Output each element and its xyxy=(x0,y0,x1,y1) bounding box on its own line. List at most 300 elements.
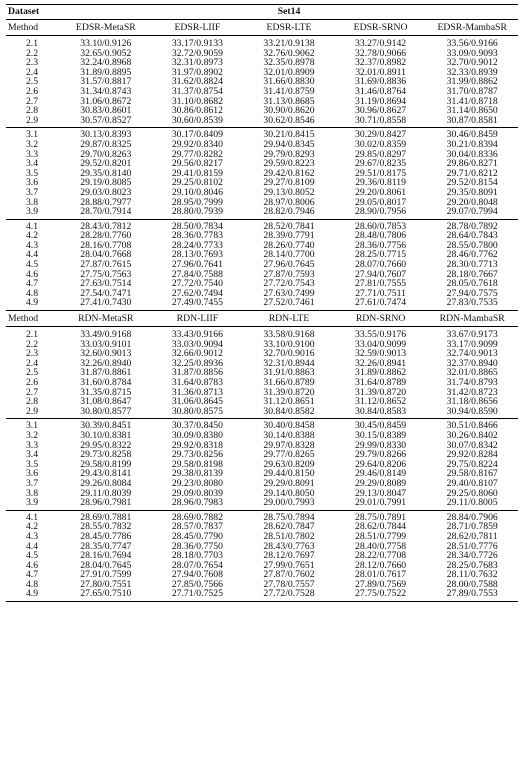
result-cell: 29.95/0.8322 xyxy=(80,440,132,451)
result-cell: 28.62/0.7844 xyxy=(355,522,407,532)
result-cell: 27.41/0.7430 xyxy=(80,298,132,309)
result-cell: 29.14/0.8050 xyxy=(263,488,315,499)
scale-cell: 3.5 xyxy=(25,459,39,470)
result-cell: 28.14/0.7700 xyxy=(263,250,315,261)
result-cell: 27.91/0.7599 xyxy=(80,570,132,580)
table-row xyxy=(6,419,518,431)
scale-cell: 2.2 xyxy=(25,48,39,59)
result-cell: 30.71/0.8558 xyxy=(355,115,407,126)
result-cell: 29.20/0.8061 xyxy=(355,187,407,198)
scale-cell: 2.8 xyxy=(25,106,39,116)
best-result-cell: 30.46/0.8459 xyxy=(426,128,518,140)
result-cell: 33.17/0.9133 xyxy=(171,38,223,49)
results-table xyxy=(6,4,518,602)
result-cell: 27.61/0.7474 xyxy=(355,298,407,309)
result-cell: 30.80/0.8577 xyxy=(80,406,132,417)
result-cell: 29.67/0.8235 xyxy=(355,159,407,169)
table-row xyxy=(6,368,518,378)
best-result-cell: 31.41/0.8718 xyxy=(446,96,498,107)
result-cell: 30.02/0.8359 xyxy=(355,139,407,150)
dataset-label: Dataset xyxy=(6,5,60,20)
result-cell: 27.62/0.7494 xyxy=(171,288,223,299)
result-cell: 30.60/0.8539 xyxy=(171,115,223,126)
result-cell: 31.39/0.8720 xyxy=(355,387,407,398)
table-row xyxy=(6,241,518,251)
result-cell: 31.66/0.8830 xyxy=(263,77,315,87)
best-result-cell: 31.18/0.8656 xyxy=(446,397,498,407)
best-result-cell: 29.07/0.7994 xyxy=(446,207,498,218)
best-result-cell: 27.94/0.7575 xyxy=(446,288,498,299)
result-cell: 29.73/0.8258 xyxy=(80,450,132,460)
result-cell: 28.43/0.7812 xyxy=(60,219,152,231)
result-cell: 29.56/0.8217 xyxy=(171,159,223,169)
table-row xyxy=(6,68,518,78)
result-cell: 29.38/0.8139 xyxy=(171,469,223,479)
scale-cell: 4.8 xyxy=(25,288,39,299)
result-cell: 32.70/0.9016 xyxy=(263,349,315,359)
method-label: Method xyxy=(6,311,60,327)
best-result-cell: 32.74/0.9013 xyxy=(446,349,498,359)
best-result-cell: 27.83/0.7535 xyxy=(446,298,498,309)
scale-cell: 4.6 xyxy=(25,560,39,571)
result-cell: 30.84/0.8583 xyxy=(355,406,407,417)
result-cell: 27.80/0.7551 xyxy=(80,579,132,590)
result-cell: 29.13/0.8052 xyxy=(263,187,315,198)
best-result-cell: 29.40/0.8107 xyxy=(446,478,498,489)
result-cell: 28.36/0.7756 xyxy=(355,240,407,251)
result-cell: 30.40/0.8458 xyxy=(243,419,335,431)
result-cell: 30.84/0.8582 xyxy=(263,406,315,417)
best-result-cell: 28.25/0.7683 xyxy=(446,560,498,571)
result-cell: 28.12/0.7660 xyxy=(355,560,407,571)
table-row xyxy=(6,388,518,398)
result-cell: 28.26/0.7740 xyxy=(263,240,315,251)
result-cell: 27.65/0.7510 xyxy=(60,589,152,601)
result-cell: 31.13/0.8685 xyxy=(263,96,315,107)
best-result-cell: 29.52/0.8154 xyxy=(446,178,498,188)
result-cell: 33.58/0.9168 xyxy=(263,329,315,340)
scale-cell: 3.6 xyxy=(25,469,39,479)
table-row xyxy=(6,231,518,241)
result-cell: 27.87/0.7615 xyxy=(80,260,132,270)
result-cell: 27.72/0.7540 xyxy=(171,279,223,289)
scale-cell: 2.4 xyxy=(25,67,39,78)
table-row xyxy=(6,298,518,310)
method-header-row xyxy=(6,311,518,327)
scale-cell: 4.6 xyxy=(25,269,39,280)
scale-cell: 4.4 xyxy=(25,250,39,261)
result-cell: 27.96/0.7645 xyxy=(263,260,315,270)
best-result-cell: 29.71/0.8212 xyxy=(446,168,498,179)
result-cell: 32.26/0.8941 xyxy=(355,358,407,369)
result-cell: 29.05/0.8017 xyxy=(355,197,407,208)
result-cell: 30.57/0.8527 xyxy=(80,115,132,126)
result-cell: 28.13/0.7693 xyxy=(171,250,223,261)
result-cell: 28.22/0.7708 xyxy=(355,551,407,561)
result-cell: 28.82/0.7946 xyxy=(263,207,315,218)
scale-cell: 2.2 xyxy=(25,339,39,350)
method-column-header: RDN-MambaSR xyxy=(426,311,518,327)
result-cell: 30.96/0.8627 xyxy=(355,106,407,116)
scale-cell: 2.1 xyxy=(25,329,39,340)
result-cell: 30.39/0.8451 xyxy=(60,419,152,431)
result-cell: 27.87/0.7602 xyxy=(263,570,315,580)
best-result-cell: 32.37/0.8940 xyxy=(446,358,498,369)
scale-cell: 2.3 xyxy=(25,58,39,68)
result-cell: 32.37/0.8982 xyxy=(355,58,407,68)
method-column-header: EDSR-LIIF xyxy=(152,20,244,36)
best-result-cell: 27.89/0.7553 xyxy=(426,589,518,601)
table-row xyxy=(6,58,518,68)
result-cell: 28.28/0.7760 xyxy=(80,231,132,241)
result-cell: 33.21/0.9138 xyxy=(263,38,315,49)
table-row xyxy=(6,270,518,280)
result-cell: 27.52/0.7461 xyxy=(263,298,315,309)
scale-cell: 3.6 xyxy=(25,178,39,188)
table-row xyxy=(6,397,518,407)
result-cell: 29.58/0.8199 xyxy=(80,459,132,470)
best-result-cell: 32.70/0.9012 xyxy=(446,58,498,68)
result-cell: 27.81/0.7555 xyxy=(355,279,407,289)
result-cell: 31.35/0.8715 xyxy=(80,387,132,398)
scale-cell: 3.1 xyxy=(6,128,60,140)
scale-cell: 2.4 xyxy=(25,358,39,369)
table-row xyxy=(6,289,518,299)
result-cell: 31.12/0.8652 xyxy=(355,397,407,407)
result-cell: 29.87/0.8325 xyxy=(80,139,132,150)
result-cell: 30.17/0.8409 xyxy=(152,128,244,140)
table-row xyxy=(6,178,518,188)
table-row xyxy=(6,219,518,231)
scale-cell: 4.3 xyxy=(25,240,39,251)
best-result-cell: 29.20/0.8048 xyxy=(446,197,498,208)
method-column-header: EDSR-MetaSR xyxy=(60,20,152,36)
result-cell: 28.60/0.7853 xyxy=(335,219,427,231)
result-cell: 28.36/0.7750 xyxy=(171,541,223,552)
result-cell: 33.55/0.9176 xyxy=(355,329,407,340)
result-cell: 29.44/0.8150 xyxy=(263,469,315,479)
table-row xyxy=(6,340,518,350)
result-cell: 29.23/0.8080 xyxy=(171,478,223,489)
result-cell: 33.03/0.9101 xyxy=(80,339,132,350)
result-cell: 29.42/0.8162 xyxy=(263,168,315,179)
result-cell: 29.10/0.8046 xyxy=(171,187,223,198)
scale-cell: 3.9 xyxy=(25,498,39,509)
result-cell: 31.08/0.8647 xyxy=(80,397,132,407)
result-cell: 31.62/0.8824 xyxy=(171,77,223,87)
result-cell: 28.04/0.7645 xyxy=(80,560,132,571)
dataset-name: Set14 xyxy=(60,5,518,20)
best-result-cell: 31.14/0.8650 xyxy=(446,106,498,116)
scale-cell: 3.4 xyxy=(25,159,39,169)
result-cell: 32.66/0.9012 xyxy=(171,349,223,359)
best-result-cell: 29.58/0.8167 xyxy=(446,469,498,479)
result-cell: 28.55/0.7832 xyxy=(80,522,132,532)
result-cell: 29.58/0.8198 xyxy=(171,459,223,470)
result-cell: 28.48/0.7806 xyxy=(355,231,407,241)
best-result-cell: 30.94/0.8590 xyxy=(446,406,498,417)
result-cell: 31.89/0.8862 xyxy=(355,368,407,378)
result-cell: 31.06/0.8672 xyxy=(80,96,132,107)
result-cell: 33.03/0.9094 xyxy=(171,339,223,350)
result-cell: 29.73/0.8256 xyxy=(171,450,223,460)
table-row xyxy=(6,77,518,87)
result-cell: 28.70/0.7914 xyxy=(80,207,132,218)
best-result-cell: 28.55/0.7800 xyxy=(446,240,498,251)
result-cell: 29.64/0.8206 xyxy=(355,459,407,470)
table-row xyxy=(6,169,518,179)
result-cell: 32.31/0.8973 xyxy=(171,58,223,68)
best-result-cell: 31.99/0.8862 xyxy=(446,77,498,87)
table-row xyxy=(6,140,518,150)
result-cell: 33.27/0.9142 xyxy=(355,38,407,49)
result-cell: 29.36/0.8119 xyxy=(355,178,406,188)
result-cell: 30.86/0.8612 xyxy=(171,106,223,116)
scale-cell: 3.8 xyxy=(25,488,39,499)
result-cell: 32.59/0.9013 xyxy=(355,349,407,359)
scale-cell: 3.5 xyxy=(25,168,39,179)
result-cell: 28.52/0.7841 xyxy=(243,219,335,231)
result-cell: 28.25/0.7715 xyxy=(355,250,407,261)
result-cell: 29.41/0.8159 xyxy=(171,168,223,179)
result-cell: 28.04/0.7668 xyxy=(80,250,132,261)
result-cell: 31.12/0.8651 xyxy=(263,397,315,407)
result-cell: 29.09/0.8039 xyxy=(171,488,223,499)
scale-cell: 4.7 xyxy=(25,570,39,580)
result-cell: 29.99/0.8330 xyxy=(355,440,407,451)
result-cell: 27.96/0.7641 xyxy=(171,260,223,270)
result-cell: 29.00/0.7993 xyxy=(263,498,315,509)
result-cell: 29.46/0.8149 xyxy=(355,469,407,479)
scale-cell: 4.3 xyxy=(25,531,39,542)
result-cell: 29.94/0.8345 xyxy=(263,139,315,150)
best-result-cell: 28.51/0.7776 xyxy=(446,541,498,552)
result-cell: 28.96/0.7983 xyxy=(171,498,223,509)
table-row xyxy=(6,198,518,208)
table-row xyxy=(6,250,518,260)
result-cell: 32.65/0.9052 xyxy=(80,48,132,59)
result-cell: 28.12/0.7697 xyxy=(263,551,315,561)
result-cell: 30.37/0.8450 xyxy=(152,419,244,431)
best-result-cell: 28.84/0.7906 xyxy=(426,510,518,522)
table-row xyxy=(6,97,518,107)
result-cell: 31.64/0.8789 xyxy=(355,378,407,388)
scale-cell: 4.9 xyxy=(6,589,60,601)
table-row xyxy=(6,542,518,552)
result-cell: 32.25/0.8936 xyxy=(171,358,223,369)
result-cell: 29.25/0.8102 xyxy=(171,178,223,188)
result-cell: 31.39/0.8720 xyxy=(263,387,315,398)
result-cell: 28.90/0.7956 xyxy=(355,207,407,218)
best-result-cell: 28.18/0.7667 xyxy=(446,269,498,280)
best-result-cell: 29.25/0.8060 xyxy=(446,488,498,499)
result-cell: 30.29/0.8427 xyxy=(335,128,427,140)
best-result-cell: 30.21/0.8394 xyxy=(446,139,498,150)
result-cell: 31.87/0.8861 xyxy=(80,368,132,378)
table-row xyxy=(6,498,518,510)
table-row xyxy=(6,441,518,451)
table-row xyxy=(6,551,518,561)
best-result-cell: 28.62/0.7811 xyxy=(446,531,498,542)
table-row xyxy=(6,532,518,542)
table-row xyxy=(6,489,518,499)
scale-cell: 4.9 xyxy=(25,298,39,309)
dataset-header-row xyxy=(6,5,518,20)
table-row xyxy=(6,359,518,369)
result-cell: 28.75/0.7891 xyxy=(335,510,427,522)
result-cell: 27.72/0.7528 xyxy=(243,589,335,601)
result-cell: 27.78/0.7557 xyxy=(263,579,315,590)
result-cell: 32.60/0.9013 xyxy=(80,349,132,359)
best-result-cell: 33.67/0.9173 xyxy=(446,329,498,340)
scale-cell: 3.2 xyxy=(25,139,39,150)
result-cell: 30.13/0.8393 xyxy=(60,128,152,140)
scale-cell: 2.6 xyxy=(25,378,39,388)
result-cell: 27.85/0.7566 xyxy=(171,579,223,590)
result-cell: 28.80/0.7939 xyxy=(171,207,223,218)
result-cell: 27.63/0.7514 xyxy=(80,279,132,289)
result-cell: 30.45/0.8459 xyxy=(335,419,427,431)
result-cell: 31.91/0.8863 xyxy=(263,368,315,378)
result-cell: 29.51/0.8175 xyxy=(355,168,407,179)
best-result-cell: 28.78/0.7892 xyxy=(426,219,518,231)
result-cell: 28.16/0.7694 xyxy=(80,551,132,561)
best-result-cell: 29.75/0.8224 xyxy=(446,459,498,470)
result-cell: 29.13/0.8047 xyxy=(355,488,407,499)
table-row xyxy=(6,159,518,169)
result-cell: 28.18/0.7703 xyxy=(171,551,223,561)
best-result-cell: 28.71/0.7859 xyxy=(446,522,498,532)
result-cell: 30.10/0.8381 xyxy=(80,430,132,441)
best-result-cell: 28.00/0.7588 xyxy=(446,579,498,590)
result-cell: 29.01/0.7991 xyxy=(355,498,407,509)
best-result-cell: 29.11/0.8005 xyxy=(446,498,498,509)
result-cell: 28.01/0.7617 xyxy=(355,570,407,580)
result-cell: 28.51/0.7799 xyxy=(355,531,407,542)
result-cell: 28.97/0.8006 xyxy=(263,197,315,208)
best-result-cell: 31.42/0.8723 xyxy=(446,387,498,398)
result-cell: 29.79/0.8293 xyxy=(263,149,315,160)
result-cell: 28.69/0.7882 xyxy=(152,510,244,522)
result-cell: 31.64/0.8783 xyxy=(171,378,223,388)
result-cell: 27.63/0.7499 xyxy=(263,288,315,299)
scale-cell: 4.8 xyxy=(25,579,39,590)
scale-cell: 2.6 xyxy=(25,86,39,97)
method-column-header: EDSR-MambaSR xyxy=(426,20,518,36)
result-cell: 31.97/0.8902 xyxy=(171,67,223,78)
scale-cell: 2.8 xyxy=(25,397,39,407)
table-row xyxy=(6,106,518,116)
table-row xyxy=(6,327,518,340)
best-result-cell: 28.34/0.7726 xyxy=(446,551,498,561)
result-cell: 31.57/0.8817 xyxy=(80,77,132,87)
best-result-cell: 33.09/0.9093 xyxy=(446,48,498,59)
result-cell: 31.19/0.8694 xyxy=(355,96,407,107)
result-cell: 32.78/0.9066 xyxy=(355,48,407,59)
result-cell: 31.41/0.8759 xyxy=(263,86,315,97)
scale-cell: 3.4 xyxy=(25,450,39,460)
scale-cell: 2.1 xyxy=(25,38,39,49)
result-cell: 29.26/0.8084 xyxy=(80,478,132,489)
result-cell: 28.75/0.7894 xyxy=(243,510,335,522)
result-cell: 27.75/0.7563 xyxy=(80,269,132,280)
result-cell: 27.84/0.7588 xyxy=(171,269,223,280)
best-result-cell: 28.64/0.7843 xyxy=(446,231,498,241)
table-row xyxy=(6,279,518,289)
best-result-cell: 29.86/0.8271 xyxy=(446,159,498,169)
result-cell: 27.94/0.7607 xyxy=(355,269,407,280)
scale-cell: 4.1 xyxy=(6,510,60,522)
result-cell: 29.79/0.8266 xyxy=(355,450,407,460)
result-cell: 28.07/0.7654 xyxy=(171,560,223,571)
result-cell: 28.36/0.7783 xyxy=(171,231,223,241)
result-cell: 29.19/0.8085 xyxy=(80,178,132,188)
result-cell: 27.75/0.7522 xyxy=(335,589,427,601)
result-cell: 27.99/0.7651 xyxy=(263,560,315,571)
result-cell: 29.29/0.8089 xyxy=(355,478,407,489)
result-cell: 31.66/0.8789 xyxy=(263,378,315,388)
result-cell: 33.43/0.9166 xyxy=(171,329,223,340)
result-cell: 30.62/0.8546 xyxy=(263,115,315,126)
result-cell: 28.43/0.7763 xyxy=(263,541,315,552)
result-cell: 29.77/0.8282 xyxy=(171,149,223,160)
scale-cell: 3.1 xyxy=(6,419,60,431)
result-cell: 30.14/0.8388 xyxy=(263,430,315,441)
result-cell: 30.21/0.8415 xyxy=(243,128,335,140)
result-cell: 28.50/0.7834 xyxy=(152,219,244,231)
result-cell: 27.72/0.7543 xyxy=(263,279,315,289)
result-cell: 32.01/0.8909 xyxy=(263,67,315,78)
result-cell: 29.52/0.8201 xyxy=(80,159,132,169)
table-row xyxy=(6,87,518,97)
result-cell: 28.88/0.7977 xyxy=(80,197,132,208)
best-result-cell: 31.70/0.8787 xyxy=(446,86,498,97)
result-cell: 27.54/0.7471 xyxy=(80,288,132,299)
result-cell: 27.87/0.7593 xyxy=(263,269,315,280)
result-cell: 29.85/0.8297 xyxy=(355,149,407,160)
result-cell: 27.89/0.7569 xyxy=(355,579,407,590)
best-result-cell: 33.17/0.9099 xyxy=(446,339,498,350)
table-row xyxy=(6,36,518,49)
result-cell: 27.71/0.7511 xyxy=(355,288,406,299)
scale-cell: 3.7 xyxy=(25,478,39,489)
result-cell: 28.24/0.7733 xyxy=(171,240,223,251)
result-cell: 32.26/0.8940 xyxy=(80,358,132,369)
result-cell: 27.49/0.7455 xyxy=(171,298,223,309)
scale-cell: 4.4 xyxy=(25,541,39,552)
result-cell: 30.09/0.8380 xyxy=(171,430,223,441)
result-cell: 32.31/0.8944 xyxy=(263,358,315,369)
result-cell: 32.35/0.8978 xyxy=(263,58,315,68)
result-cell: 28.45/0.7786 xyxy=(80,531,132,542)
result-cell: 31.87/0.8856 xyxy=(171,368,223,378)
best-result-cell: 28.30/0.7713 xyxy=(446,260,498,270)
result-cell: 29.92/0.8340 xyxy=(171,139,223,150)
best-result-cell: 30.04/0.8336 xyxy=(446,149,498,160)
result-cell: 29.77/0.8265 xyxy=(263,450,315,460)
best-result-cell: 30.26/0.8402 xyxy=(446,430,498,441)
best-result-cell: 28.46/0.7762 xyxy=(446,250,498,261)
table-row xyxy=(6,570,518,580)
result-cell: 31.06/0.8645 xyxy=(171,397,223,407)
result-cell: 31.34/0.8743 xyxy=(80,86,132,97)
best-result-cell: 33.56/0.9166 xyxy=(446,38,498,49)
scale-cell: 3.3 xyxy=(25,440,39,451)
method-column-header: RDN-SRNO xyxy=(335,311,427,327)
method-column-header: EDSR-LTE xyxy=(243,20,335,36)
best-result-cell: 32.01/0.8865 xyxy=(446,368,498,378)
table-row xyxy=(6,460,518,470)
